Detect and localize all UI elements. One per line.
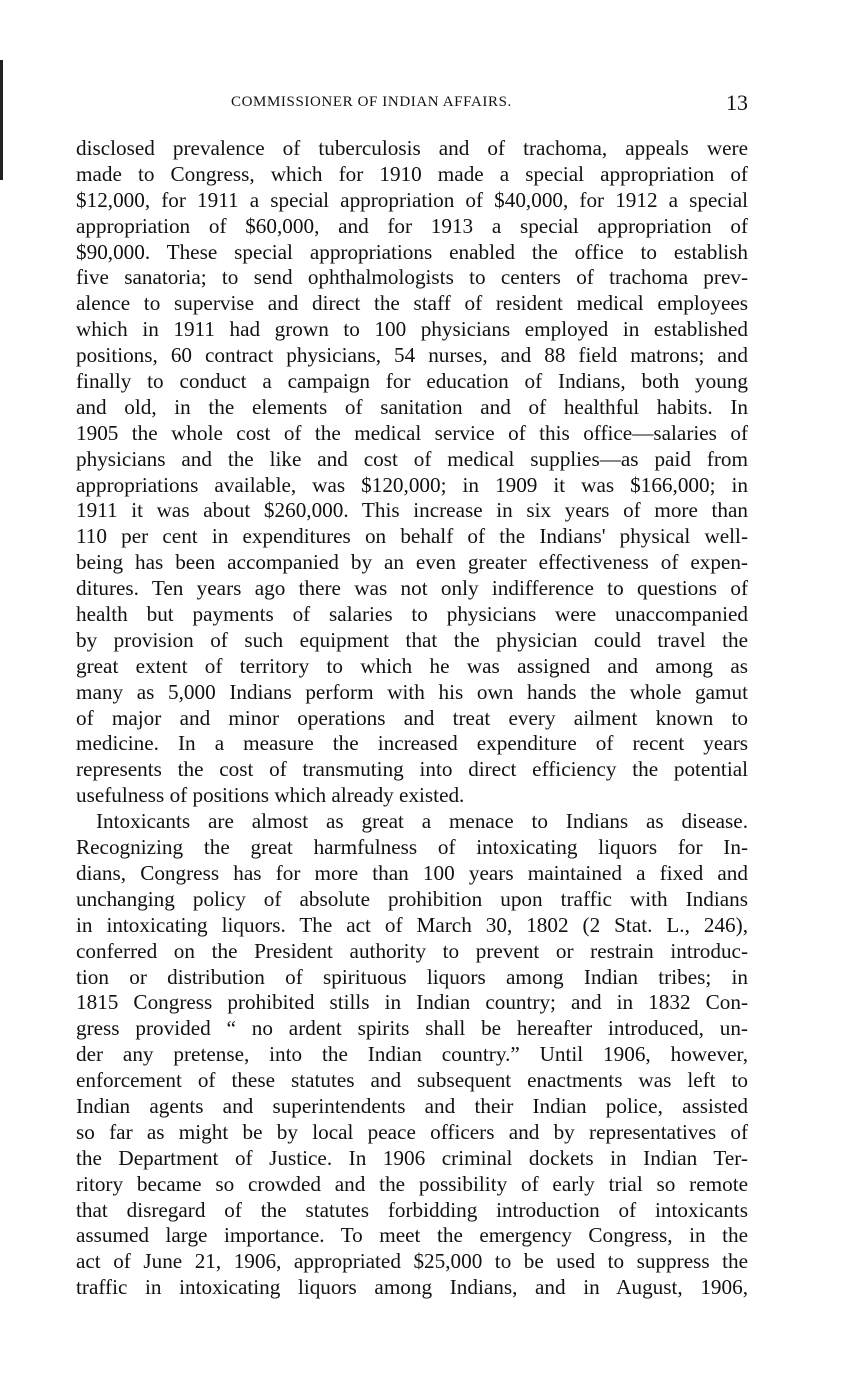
text-line: ditures. Ten years ago there was not only indifference to questions of: [76, 576, 748, 601]
text-line: assumed large importance. To meet the emergency Congress, in the: [76, 1223, 748, 1248]
text-line: tion or distribution of spirituous liquors among Indian tribes; in: [76, 964, 748, 989]
text-line: 1815 Congress prohibited stills in Indian country; and in 1832 Con-: [76, 990, 748, 1015]
text-line: $12,000, for 1911 a special appropriation of $40,000, for 1912 a special: [76, 187, 748, 212]
text-line: Indian agents and superintendents and their Indian police, assisted: [76, 1093, 748, 1118]
running-head: COMMISSIONER OF INDIAN AFFAIRS.: [231, 94, 512, 110]
text-line: made to Congress, which for 1910 made a special appropriation of: [76, 161, 748, 186]
text-line: so far as might be by local peace officers and by representatives of: [76, 1119, 748, 1144]
text-line: enforcement of these statutes and subsequent enactments was left to: [76, 1068, 748, 1093]
text-line: five sanatoria; to send ophthalmologists to centers of trachoma prev-: [76, 265, 748, 290]
text-line: which in 1911 had grown to 100 physicians employed in established: [76, 317, 748, 342]
text-line: health but payments of salaries to physicians were unaccompanied: [76, 602, 748, 627]
text-line: medicine. In a measure the increased expenditure of recent years: [76, 731, 748, 756]
text-line: represents the cost of transmuting into direct efficiency the potential: [76, 757, 748, 782]
text-line: disclosed prevalence of tuberculosis and of trachoma, appeals were: [76, 136, 748, 160]
text-line: being has been accompanied by an even greater effectiveness of expen-: [76, 550, 748, 575]
text-line: der any pretense, into the Indian country.” Until 1906, however,: [76, 1042, 748, 1067]
text-line: traffic in intoxicating liquors among Indians, and in August, 1906,: [76, 1275, 748, 1300]
text-line: by provision of such equipment that the physician could travel the: [76, 627, 748, 652]
text-line: positions, 60 contract physicians, 54 nurses, and 88 field matrons; and: [76, 343, 748, 368]
text-line: physicians and the like and cost of medical supplies—as paid from: [76, 446, 748, 471]
text-line: great extent of territory to which he was assigned and among as: [76, 653, 748, 678]
text-line: 1905 the whole cost of the medical service of this office—salaries of: [76, 420, 748, 445]
text-line: in intoxicating liquors. The act of March 30, 1802 (2 Stat. L., 246),: [76, 912, 748, 937]
text-line: appropriation of $60,000, and for 1913 a special appropriation of: [76, 213, 748, 238]
text-line: dians, Congress has for more than 100 years maintained a fixed and: [76, 860, 748, 885]
text-line: $90,000. These special appropriations enabled the office to establish: [76, 239, 748, 264]
text-line: 1911 it was about $260,000. This increase in six years of more than: [76, 498, 748, 523]
text-line: Recognizing the great harmfulness of intoxicating liquors for In-: [76, 835, 748, 860]
text-line: alence to supervise and direct the staff of resident medical employees: [76, 291, 748, 316]
text-line: gress provided “ no ardent spirits shall be hereafter introduced, un-: [76, 1016, 748, 1041]
text-line: appropriations available, was $120,000; in 1909 it was $166,000; in: [76, 472, 748, 497]
page-number: 13: [726, 90, 748, 115]
text-line: many as 5,000 Indians perform with his own hands the whole gamut: [76, 679, 748, 704]
paragraph-start-line: Intoxicants are almost as great a menace to Indians as disease.: [96, 809, 748, 834]
text-line: 110 per cent in expenditures on behalf of the Indians' physical well-: [76, 524, 748, 549]
text-line: unchanging policy of absolute prohibition upon traffic with Indians: [76, 886, 748, 911]
text-line: conferred on the President authority to prevent or restrain introduc-: [76, 938, 748, 963]
text-line: act of June 21, 1906, appropriated $25,000 to be used to suppress the: [76, 1249, 748, 1274]
body-text: [76, 136, 748, 1301]
text-line: that disregard of the statutes forbidding introduction of intoxicants: [76, 1197, 748, 1222]
text-line: and old, in the elements of sanitation and of healthful habits. In: [76, 394, 748, 419]
paragraph-end-line: usefulness of positions which already existed.: [76, 783, 465, 808]
text-line: ritory became so crowded and the possibility of early trial so remote: [76, 1171, 748, 1196]
text-line: the Department of Justice. In 1906 criminal dockets in Indian Ter-: [76, 1145, 748, 1170]
text-line: of major and minor operations and treat every ailment known to: [76, 705, 748, 730]
page-header: [76, 92, 748, 116]
text-line: finally to conduct a campaign for education of Indians, both young: [76, 369, 748, 394]
scan-edge-mark: [0, 60, 3, 180]
